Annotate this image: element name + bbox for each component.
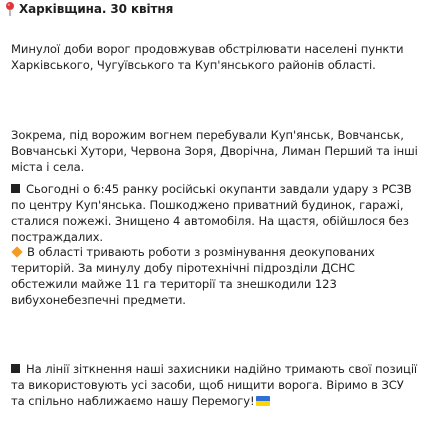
post-header [3, 1, 173, 17]
paragraph-defenders-text: На лінії зіткнення наші захисники надійно тримають свої позиції та використовують усі засоби, щоб нищити ворога. Віримо в ЗСУ та спільно наближаємо нашу Перемогу! [11, 362, 418, 408]
paragraph-kupiansk-strike-text: Сьогодні о 6:45 ранку російські окупанти завдали удару з РСЗВ по центру Куп'янська. Пошкоджено приватний будинок, гаражі, сталися пожежі. Знищено 4 автомобіля. На щастя, обійшлося без постраждалих. [11, 182, 412, 244]
black-square-icon [11, 184, 20, 193]
paragraph-demining-text: В області тривають роботи з розмінування деокупованих територій. За минулу добу піротехнічні підрозділи ДСНС обстежили майже 11 га території та знешкодили 123 вибухонебезпечні предмети. [11, 245, 375, 307]
pin-icon [3, 1, 17, 17]
paragraph-shelling: Минулої доби ворог продовжував обстрілювати населені пункти Харківського, Чугуївського та Куп'янського районів області. [11, 42, 404, 72]
post-title: Харківщина. 30 квітня [19, 2, 174, 16]
paragraph-kupiansk-strike [11, 181, 418, 245]
paragraph-defenders [11, 361, 418, 409]
ukraine-flag-icon [256, 396, 270, 406]
paragraph-locations: Зокрема, під ворожим вогнем перебували Куп'янськ, Вовчанськ, Вовчанські Хутори, Червона Зоря, Дворічна, Лиман Перший та інші міста і села. [11, 128, 418, 174]
paragraph-demining [11, 244, 418, 308]
black-square-icon [11, 364, 20, 373]
orange-diamond-icon [11, 246, 22, 257]
